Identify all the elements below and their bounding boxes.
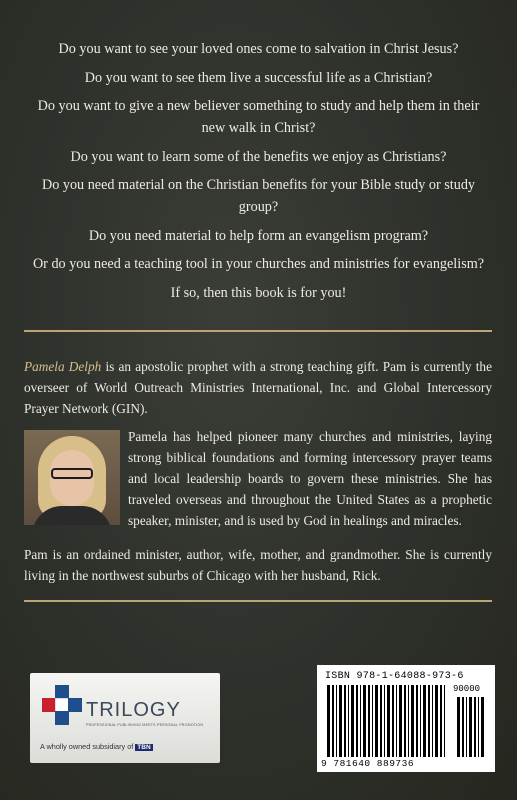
divider-top [24,330,492,332]
author-photo [24,430,120,525]
question-4: Do you want to learn some of the benefits we enjoy as Christians? [70,148,447,165]
ean-barcode-bars [327,685,447,757]
author-bio-closing: Pam is an ordained minister, author, wife, mother, and grandmother. She is currently living in the northwest suburbs of Chicago with her husband, Rick. [24,547,492,583]
subsidiary-text: A wholly owned subsidiary of [40,742,134,751]
author-name: Pamela Delph [24,359,102,374]
addon-barcode-bars [457,697,487,757]
publisher-tagline: PROFESSIONAL PUBLISHING MEETS PERSONAL PROMOTION [86,723,204,727]
author-bio-intro-text: is an apostolic prophet with a strong teaching gift. Pam is currently the overseer of World Outreach Ministries International, Inc. and Global Intercessory Prayer Network (GIN). [24,359,492,416]
publisher-name: TRILOGY [86,699,181,721]
divider-bottom [24,600,492,602]
tbn-logo: TBN [137,744,151,751]
question-5: Do you need material on the Christian benefits for your Bible study or study group? [41,177,476,215]
isbn-barcode [317,665,495,772]
closing-line: If so, then this book is for you! [170,284,347,301]
question-2: Do you want to see them live a successful life as a Christian? [84,69,433,86]
question-6: Do you need material to help form an evangelism program? [88,227,429,244]
question-7: Or do you need a teaching tool in your churches and ministries for evangelism? [32,256,485,272]
author-bio-body [24,426,492,531]
publisher-subsidiary [40,742,153,751]
price-addon: 90000 [453,684,481,694]
author-bio-intro [24,356,492,419]
isbn-number: ISBN 978-1-64088-973-6 [325,671,464,682]
trilogy-cross-icon [42,685,82,725]
question-3: Do you want to give a new believer something to study and help them in their new walk in Christ? [37,98,480,136]
ean-number: 9 781640 889736 [321,758,415,769]
publisher-logo [30,673,220,763]
author-bio-body-text: Pamela has helped pioneer many churches and ministries, laying strong biblical foundations and forming intercessory prayer teams and local leadership boards to govern these ministries. She has traveled overseas and throughout the United States as a prophetic speaker, minister, and is used by God in healings and miracles. [128,429,492,528]
back-cover-questions [30,38,487,310]
question-1: Do you want to see your loved ones come to salvation in Christ Jesus? [58,41,459,57]
